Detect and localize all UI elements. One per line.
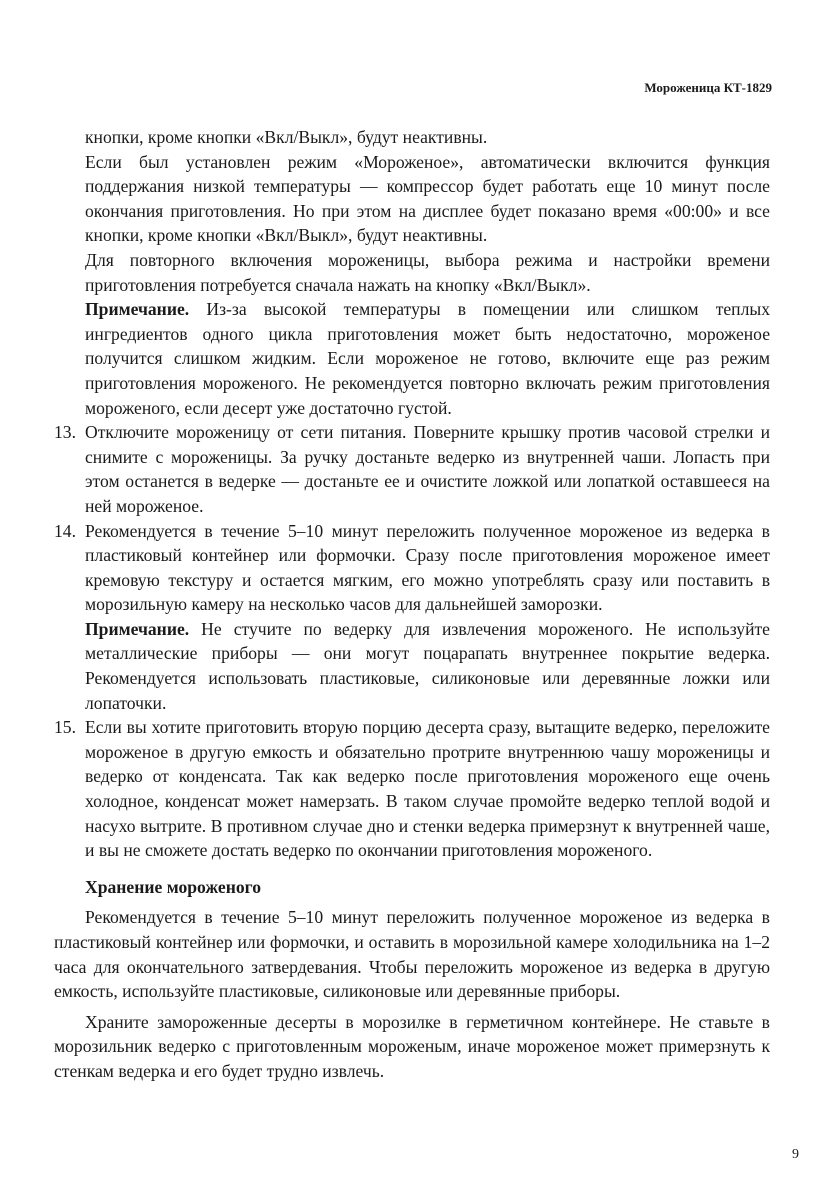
list-number: 13.	[54, 422, 76, 443]
list-number: 14.	[54, 520, 76, 541]
list-item-text: Рекомендуется в течение 5–10 минут переложить полученное мороженое из ведерка в пластиковый контейнер или формочки. Сразу после приготовления мороженое имеет кремовую текстуру и остается мягким, его можно употреблять сразу или поставить в морозильную камеру на несколько часов для дальнейшей заморозки.	[85, 520, 770, 615]
list-item	[54, 420, 770, 518]
list-item-text: Если вы хотите приготовить вторую порцию десерта сразу, вытащите ведерко, переложите мороженое в другую емкость и обязательно протрите внутреннюю чашу мороженицы и ведерко от конденсата. Так как ведерко после приготовления мороженого еще очень холодное, конденсат может намерзать. В таком случае промойте ведерко теплой водой и насухо вытрите. В противном случае дно и стенки ведерка примерзнут к внутренней чаше, и вы не сможете достать ведерко по окончании приготовления мороженого.	[85, 717, 770, 861]
paragraph: Храните замороженные десерты в морозилке в герметичном контейнере. Не ставьте в морозильник ведерко с приготовленным мороженым, иначе мороженое может примерзнуть к стенкам ведерка и его будет трудно извлечь.	[54, 1011, 770, 1081]
list-item	[54, 519, 770, 617]
paragraph: Для повторного включения мороженицы, выбора режима и настройки времени приготовления потребуется сначала нажать на кнопку «Вкл/Выкл».	[85, 249, 770, 295]
page-number: 9	[792, 1147, 799, 1162]
paragraph: Если был установлен режим «Мороженое», автоматически включится функция поддержания низкой температуры — компрессор будет работать еще 10 минут после окончания приготовления. Но при этом на дисплее будет показано время «00:00» и все кнопки, кроме кнопки «Вкл/Выкл», будут неактивны.	[85, 151, 770, 246]
page-body	[54, 125, 770, 1084]
note-paragraph	[54, 297, 770, 420]
section-heading: Хранение мороженого	[85, 876, 262, 897]
note-label: Примечание.	[85, 618, 190, 639]
note-paragraph	[54, 617, 770, 715]
note-label: Примечание.	[85, 299, 190, 320]
paragraph: Рекомендуется в течение 5–10 минут переложить полученное мороженое из ведерка в пластиковый контейнер или формочки, и оставить в морозильной камере холодильника на 1–2 часа для окончательного затвердевания. Чтобы переложить мороженое из ведерка в другую емкость, используйте пластиковые, силиконовые или деревянные приборы.	[54, 907, 770, 1002]
paragraph: кнопки, кроме кнопки «Вкл/Выкл», будут неактивны.	[85, 127, 488, 147]
note-text: Не стучите по ведерку для извлечения мороженого. Не используйте металлические приборы — они могут поцарапать внутреннее покрытие ведерка. Рекомендуется использовать пластиковые, силиконовые или деревянные ложки или лопаточки.	[85, 618, 770, 713]
list-item-text: Отключите мороженицу от сети питания. Поверните крышку против часовой стрелки и снимите с мороженицы. За ручку достаньте ведерко из внутренней чаши. Лопасть при этом останется в ведерке — достаньте ее и очистите ложкой или лопаткой оставшееся на ней мороженое.	[85, 422, 770, 516]
list-item	[54, 715, 770, 863]
running-header: Мороженица КТ-1829	[644, 80, 772, 95]
note-text: Из-за высокой температуры в помещении или слишком теплых ингредиентов одного цикла приготовления может быть недостаточно, мороженое получится слишком жидким. Если мороженое не готово, включите еще раз режим приготовления мороженого. Не рекомендуется повторно включать режим приготовления мороженого, если десерт уже достаточно густой.	[85, 299, 770, 418]
list-number: 15.	[54, 717, 76, 738]
